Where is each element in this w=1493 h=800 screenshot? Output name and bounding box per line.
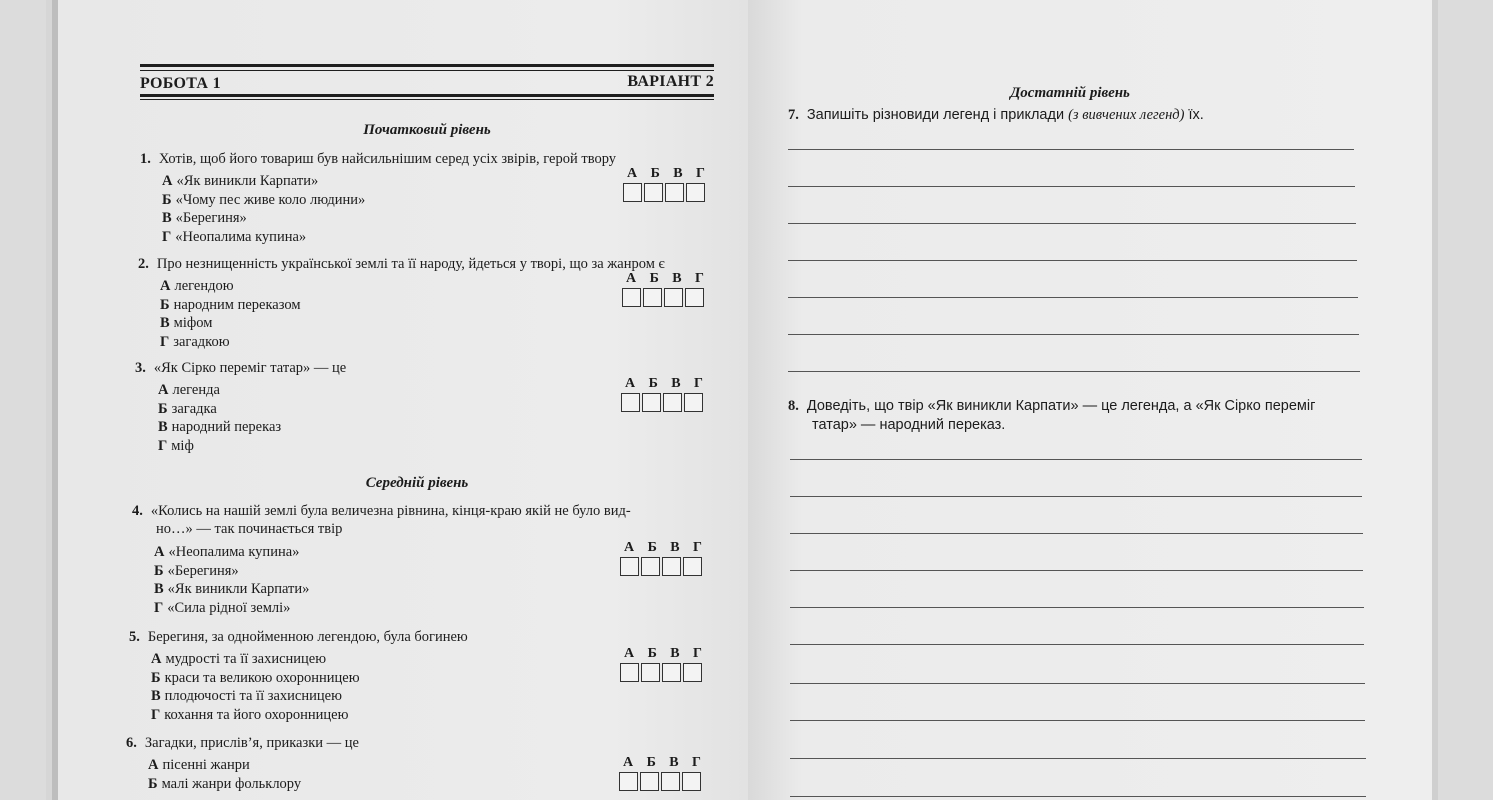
answer-line[interactable] [790,758,1366,759]
question-3-options [158,381,281,455]
answer-box[interactable] [683,663,702,682]
answer-box[interactable] [684,393,703,412]
question-5: 5. Берегиня, за однойменною легендою, була богинею [129,629,468,645]
question-5-options [151,650,360,724]
question-6-options [148,756,301,793]
option: Г «Сила рідної землі» [154,599,291,616]
answer-line[interactable] [790,607,1364,608]
answer-box[interactable] [682,772,701,791]
option: Б «Берегиня» [154,562,239,579]
answer-line[interactable] [790,683,1365,684]
answer-line[interactable] [790,533,1363,534]
option: А «Як виникли Карпати» [162,173,319,189]
option: Б «Чому пес живе коло людини» [162,191,366,208]
answer-box[interactable] [685,288,704,307]
question-2-options [160,277,301,351]
option: В міфом [160,315,213,331]
header-band [140,64,714,100]
option: Б загадка [158,400,217,417]
level-heading-initial: Початковий рівень [363,122,491,138]
answer-line[interactable] [790,796,1366,797]
answer-box[interactable] [686,183,705,202]
answer-line[interactable] [790,720,1365,721]
answer-line[interactable] [790,496,1362,497]
question-7: 7. Запишіть різновиди легенд і приклади (з вивчених легенд) їх. [788,107,1204,123]
answer-line[interactable] [790,570,1363,571]
option: А пісенні жанри [148,757,250,773]
answer-box[interactable] [622,288,641,307]
answer-line[interactable] [788,149,1354,150]
answer-box[interactable] [662,557,681,576]
option: В плодючості та її захисницею [151,688,342,704]
option: В «Берегиня» [162,210,247,226]
option: Б народним переказом [160,296,301,313]
question-8: 8. Доведіть, що твір «Як виникли Карпати» — це легенда, а «Як Сірко переміг татар» — народний переказ. [788,398,1316,433]
option: Б краси та великою охоронницею [151,669,360,686]
answer-box[interactable] [644,183,663,202]
answer-box[interactable] [642,393,661,412]
variant-title: ВАРІАНТ 2 [627,73,714,90]
question-2: 2. Про незнищенність української землі та її народу, йдеться у творі, що за жанром є [138,256,665,272]
question-1: 1. Хотів, щоб його товариш був найсильнішим серед усіх звірів, герой твору [140,151,617,167]
option: Г «Неопалима купина» [162,228,307,245]
answer-box[interactable] [665,183,684,202]
answer-line[interactable] [788,186,1355,187]
option: Г міф [158,437,194,454]
option: А легендою [160,278,234,294]
answer-line[interactable] [788,334,1359,335]
answer-box[interactable] [664,288,683,307]
question-3: 3. «Як Сірко переміг татар» — це [135,360,347,376]
answer-box[interactable] [620,557,639,576]
option: А «Неопалима купина» [154,544,300,560]
answer-grid-1: А Б В Г [623,166,709,202]
option: Г загадкою [160,333,230,350]
answer-box[interactable] [619,772,638,791]
option: Б малі жанри фольклору [148,775,302,792]
level-heading-middle: Середній рівень [365,475,469,491]
answer-box[interactable] [641,663,660,682]
question-6: 6. Загадки, прислів’я, приказки — це [126,735,359,751]
option: Г кохання та його охоронницею [151,706,349,723]
answer-grid-6: А Б В Г [619,755,705,791]
answer-grid-5: А Б В Г [620,646,706,682]
option: А легенда [158,382,220,398]
work-title: РОБОТА 1 [140,75,221,92]
question-4-options [154,543,309,617]
level-heading-sufficient: Достатній рівень [1010,85,1130,101]
answer-line[interactable] [788,223,1356,224]
answer-line[interactable] [788,297,1358,298]
answer-box[interactable] [683,557,702,576]
answer-grid-4: А Б В Г [620,540,706,576]
option: В «Як виникли Карпати» [154,581,310,597]
answer-box[interactable] [640,772,659,791]
answer-box[interactable] [621,393,640,412]
answer-box[interactable] [623,183,642,202]
answer-box[interactable] [643,288,662,307]
answer-box[interactable] [663,393,682,412]
answer-line[interactable] [790,644,1364,645]
option: В народний переказ [158,419,282,435]
answer-grid-3: А Б В Г [621,376,707,412]
answer-line[interactable] [790,459,1362,460]
answer-box[interactable] [620,663,639,682]
answer-grid-2: А Б В Г [622,271,708,307]
answer-line[interactable] [788,371,1360,372]
question-1-options [162,172,365,246]
answer-box[interactable] [662,663,681,682]
question-4: 4. «Колись на нашій землі була величезна рівнина, кінця-краю якій не було вид- но…» — так починається твір [132,503,631,537]
answer-box[interactable] [641,557,660,576]
answer-line[interactable] [788,260,1357,261]
option: А мудрості та її захисницею [151,651,327,667]
answer-box[interactable] [661,772,680,791]
